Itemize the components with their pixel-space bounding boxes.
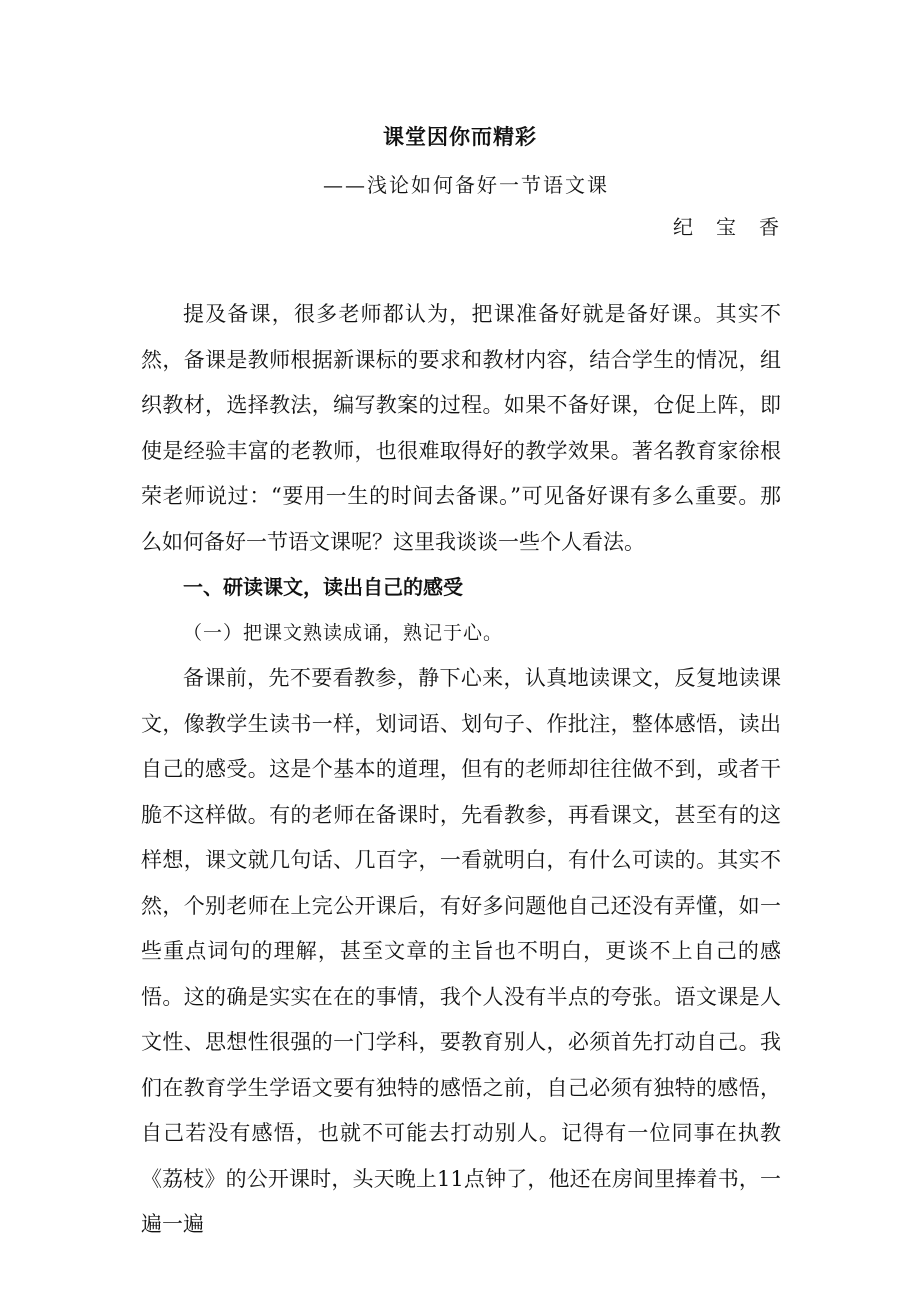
paragraph-intro: 提及备课，很多老师都认为，把课准备好就是备好课。其实不然，备课是教师根据新课标的要求和教材内容，结合学生的情况，组织教材，选择教法，编写教案的过程。如果不备好课，仓促上阵，即使是经验丰富的老教师，也很难取得好的教学效果。著名教育家徐根荣老师说过：“要用一生的时间去备课。”可见备好课有多么重要。那么如何备好一节语文课呢？这里我谈谈一些个人看法。 — [141, 302, 781, 554]
author-char: 宝 — [716, 215, 737, 239]
document-subtitle: ——浅论如何备好一节语文课 — [323, 173, 609, 197]
author-char: 纪 — [673, 215, 694, 239]
document-title: 课堂因你而精彩 — [383, 125, 537, 149]
author-char: 香 — [759, 215, 780, 239]
paragraph-body: 备课前，先不要看教参，静下心来，认真地读课文，反复地读课文，像教学生读书一样，划词语、划句子、作批注，整体感悟，读出自己的感受。这是个基本的道理，但有的老师却往往做不到，或者干脆不这样做。有的老师在备课时，先看教参，再看课文，甚至有的这样想，课文就几句话、几百字，一看就明白，有什么可读的。其实不然，个别老师在上完公开课后，有好多问题他自己还没有弄懂，如一些重点词句的理解，甚至文章的主旨也不明白，更谈不上自己的感悟。这的确是实实在在的事情，我个人没有半点的夸张。语文课是人文性、思想性很强的一门学科，要教育别人，必须首先打动自己。我们在教育学生学语文要有独特的感悟之前，自己必须有独特的感悟，自己若没有感悟，也就不可能去打动别人。记得有一位同事在执教《荔枝》的公开课时，头天晚上11点钟了，他还在房间里捧着书，一遍一遍 — [141, 666, 781, 1236]
body-text — [141, 292, 781, 1248]
section-heading: 一、研读课文，读出自己的感受 — [183, 575, 463, 599]
author-name — [651, 211, 780, 240]
subsection-heading: （一）把课文熟读成诵，熟记于心。 — [183, 621, 504, 644]
